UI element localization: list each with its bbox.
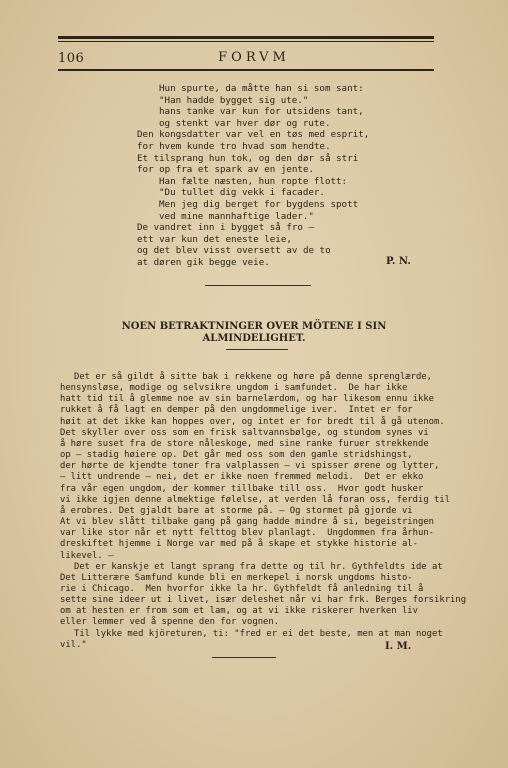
article-line: høit at det ikke kan hoppes over, og intet er for bredt til å gå utenom. xyxy=(60,416,445,427)
poem-line: ett var kun det eneste leie, xyxy=(137,233,292,245)
article-line: fra vår egen ungdom, der kommer tillbake till oss. Hvor godt husker xyxy=(60,483,424,494)
article-line: vil." xyxy=(60,639,87,650)
poem-line: hans tanke var kun for utsidens tant, xyxy=(159,106,364,118)
masthead-title: FORVM xyxy=(218,50,290,65)
article-line: op — stadig høiere op. Det går med oss som den gamle stridshingst, xyxy=(60,450,413,461)
poem-line: "Han hadde bygget sig ute." xyxy=(159,94,309,106)
article-line: der hørte de kjendte toner fra valplassen — vi spisser ørene og lytter, xyxy=(60,461,440,472)
article-line: å høre suset fra de store nåleskoge, med sine ranke furuer strekkende xyxy=(60,438,429,449)
poem-line: og det blev visst oversett av de to xyxy=(137,245,331,257)
article-line: sette sine ideer ut i livet, især deleshet når vi har frk. Berges forsikring xyxy=(60,595,467,606)
article-line: Det skyller over oss som en frisk saltvannsbølge, og stundom synes vi xyxy=(60,427,429,438)
article-line: hatt tid til å glemme noe av sin barnelærdom, og har likesom ennu ikke xyxy=(60,394,435,405)
article-line: Til lykke med kjöreturen, ti: "fred er ei det beste, men at man noget xyxy=(74,628,443,639)
page-number: 106 xyxy=(58,51,85,66)
article-signature: I. M. xyxy=(385,641,412,652)
poem-line: "Du tullet dig vekk i facader. xyxy=(159,187,325,199)
header-rule-thin xyxy=(58,41,434,42)
article-title: NOEN BETRAKTNINGER OVER MÖTENE I SIN ALMINDELIGHET. xyxy=(121,321,387,344)
poem-line: Han fælte næsten, hun ropte flott: xyxy=(159,175,348,187)
poem-line: og stenkt var hver dør og rute. xyxy=(159,117,331,129)
article-line: om at hesten er from som et lam, og at vi ikke riskerer hverken liv xyxy=(60,606,418,617)
article-line: Det er kanskje et langt sprang fra dette og til hr. Gythfeldts ide at xyxy=(74,561,443,572)
poem-line: Hun spurte, da måtte han si som sant: xyxy=(159,83,364,94)
article-line: rukket å få lagt en demper på den ungdommelige iver. Intet er for xyxy=(60,405,413,416)
poem-line: at døren gik begge veie. xyxy=(137,256,270,268)
article-line: eller lemmer ved å spenne den for vognen. xyxy=(60,617,280,628)
poem-block xyxy=(137,83,437,269)
article-line: Det er så gildt å sitte bak i rekkene og høre på denne sprenglærde, xyxy=(74,372,432,382)
article-line: å erobres. Det gjaldt bare at storme på. — Og stormet på gjorde vi xyxy=(60,505,413,516)
article-line: vi ikke igjen denne almektige følelse, at verden lå foran oss, ferdig til xyxy=(60,494,451,505)
article-line: — litt undrende — nei, det er ikke noen fremmed melodi. Det er ekko xyxy=(60,472,424,483)
poem-line: Et tilsprang hun tok, og den dør så stri xyxy=(137,152,359,164)
article-line: dreskiftet hjemme i Norge var med på å skape et stykke historie al- xyxy=(60,539,418,550)
article-line: likevel. — xyxy=(60,550,114,561)
article-body xyxy=(60,372,467,651)
section-divider xyxy=(205,285,311,286)
end-divider xyxy=(212,657,276,658)
poem-line: De vandret inn i bygget så fro — xyxy=(137,222,315,234)
poem-line: for hvem kunde tro hvad som hendte. xyxy=(137,140,331,152)
article-line: Det Litterære Samfund kunde bli en merkepel i norsk ungdoms histo- xyxy=(60,572,413,583)
poem-signature: P. N. xyxy=(386,256,411,267)
poem-line: Men jeg dig berget for bygdens spott xyxy=(159,198,359,210)
header-underline xyxy=(58,69,434,71)
article-line: var like stor når et nytt felttog blev planlagt. Ungdommen fra århun- xyxy=(60,528,435,539)
article-line: rie i Chicago. Men hvorfor ikke la hr. Gythfeldt få anledning til å xyxy=(60,583,424,594)
title-underline xyxy=(226,349,288,350)
article-line: At vi blev slått tilbake gang på gang hadde mindre å si, begeistringen xyxy=(60,517,435,528)
poem-line: ved mine mannhaftige lader." xyxy=(159,210,314,222)
header-rule-thick xyxy=(58,36,434,39)
poem-line: Den kongsdatter var vel en tøs med esprit, xyxy=(137,129,370,141)
poem-line: for op fra et spark av en jente. xyxy=(137,164,315,176)
article-line: hensynsløse, modige og selvsikre ungdom i samfundet. De har ikke xyxy=(60,383,408,394)
